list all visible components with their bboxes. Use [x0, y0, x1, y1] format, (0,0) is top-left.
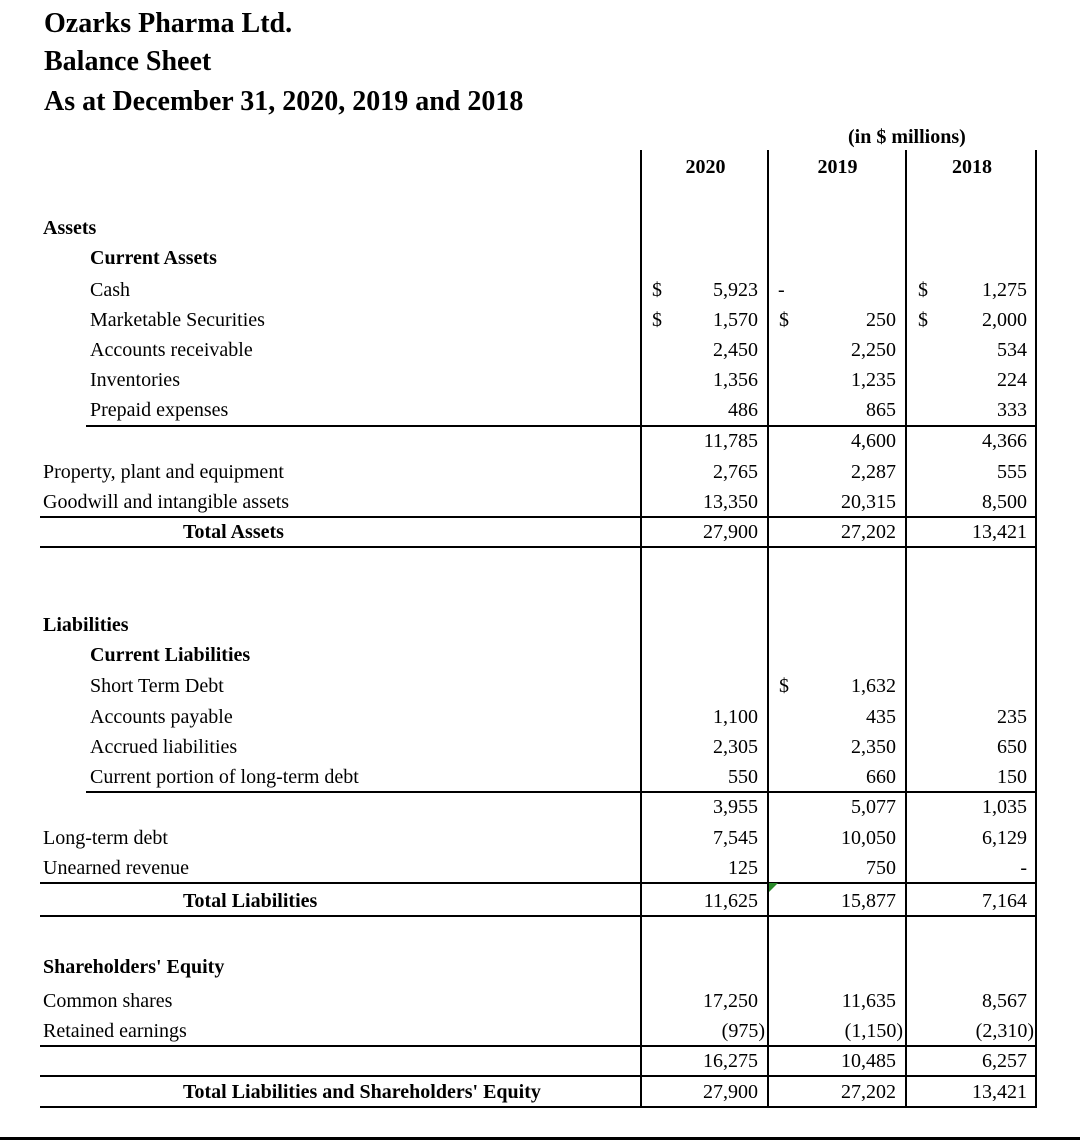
total-2020: 11,625 [703, 890, 758, 912]
page-bottom-border [0, 1137, 1080, 1140]
column-divider [640, 150, 642, 1108]
total-rule [40, 1106, 1037, 1108]
dollar-sign: $ [652, 309, 662, 331]
value-2019: 435 [866, 706, 896, 728]
grand-total-label: Total Liabilities and Shareholders' Equity [183, 1081, 541, 1103]
value-2020: 17,250 [703, 990, 758, 1012]
row-label: Accounts payable [90, 706, 233, 728]
subtotal-rule [86, 425, 1037, 427]
value-2018: 150 [997, 766, 1027, 788]
value-2020: 5,923 [713, 279, 758, 301]
subtotal-2018: 1,035 [982, 796, 1027, 818]
row-label: Unearned revenue [43, 857, 190, 879]
value-2018: 2,000 [982, 309, 1027, 331]
value-2018: 235 [997, 706, 1027, 728]
grand-total-2019: 27,202 [841, 1081, 896, 1103]
row-label: Long-term debt [43, 827, 168, 849]
subtotal-2018: 6,257 [982, 1050, 1027, 1072]
dollar-sign: $ [779, 675, 789, 697]
value-2019: 865 [866, 399, 896, 421]
liabilities-heading: Liabilities [43, 614, 129, 636]
value-2018: 6,129 [982, 827, 1027, 849]
value-2019: 10,050 [841, 827, 896, 849]
current-assets-heading: Current Assets [90, 247, 217, 269]
row-label: Retained earnings [43, 1020, 187, 1042]
subtotal-2019: 5,077 [851, 796, 896, 818]
total-2020: 27,900 [703, 521, 758, 543]
dollar-sign: $ [918, 279, 928, 301]
subtotal-2020: 11,785 [703, 430, 758, 452]
value-2020: (975) [721, 1020, 765, 1042]
row-label: Accrued liabilities [90, 736, 238, 758]
total-rule [40, 1075, 1037, 1077]
value-2020: 2,450 [713, 339, 758, 361]
total-assets-label: Total Assets [183, 521, 284, 543]
value-2018: 224 [997, 369, 1027, 391]
value-2020: 2,305 [713, 736, 758, 758]
value-2020: 486 [728, 399, 758, 421]
value-2020: 7,545 [713, 827, 758, 849]
value-2020: 125 [728, 857, 758, 879]
subtotal-2020: 3,955 [713, 796, 758, 818]
subtotal-2019: 10,485 [841, 1050, 896, 1072]
total-2018: 13,421 [972, 521, 1027, 543]
value-2018: 333 [997, 399, 1027, 421]
value-2019: 2,350 [851, 736, 896, 758]
row-label: Common shares [43, 990, 173, 1012]
row-label: Accounts receivable [90, 339, 253, 361]
value-2019: 750 [866, 857, 896, 879]
statement-title: Balance Sheet [44, 46, 212, 77]
column-divider [905, 150, 907, 1108]
year-header-2018: 2018 [952, 156, 992, 178]
value-2020: 550 [728, 766, 758, 788]
column-divider [767, 150, 769, 1108]
assets-heading: Assets [43, 217, 97, 239]
value-2018: - [1020, 857, 1027, 879]
equity-heading: Shareholders' Equity [43, 956, 225, 978]
total-rule [40, 516, 1037, 518]
total-2019: 15,877 [841, 890, 896, 912]
total-rule [40, 882, 1037, 884]
value-2018: 650 [997, 736, 1027, 758]
dollar-sign: $ [652, 279, 662, 301]
value-2020: 1,100 [713, 706, 758, 728]
value-2019: 2,287 [851, 461, 896, 483]
subtotal-rule [86, 791, 1037, 793]
row-label: Inventories [90, 369, 180, 391]
year-header-2020: 2020 [685, 156, 726, 178]
value-2018: 8,500 [982, 491, 1027, 513]
column-divider [1035, 150, 1037, 1108]
dollar-sign: $ [779, 309, 789, 331]
value-2019: 20,315 [841, 491, 896, 513]
value-2020: 13,350 [703, 491, 758, 513]
period-title: As at December 31, 2020, 2019 and 2018 [44, 86, 524, 117]
grand-total-2020: 27,900 [703, 1081, 758, 1103]
dollar-sign: $ [918, 309, 928, 331]
value-2019: - [778, 279, 785, 301]
row-label: Marketable Securities [90, 309, 265, 331]
subtotal-2018: 4,366 [982, 430, 1027, 452]
value-2019: 11,635 [841, 990, 896, 1012]
value-2020: 1,356 [713, 369, 758, 391]
value-2018: 534 [997, 339, 1027, 361]
row-label: Short Term Debt [90, 675, 224, 697]
value-2019: 250 [866, 309, 896, 331]
subtotal-2019: 4,600 [851, 430, 896, 452]
row-label: Current portion of long-term debt [90, 766, 359, 788]
total-2018: 7,164 [982, 890, 1027, 912]
year-header-2019: 2019 [817, 156, 858, 178]
value-2019: 1,235 [851, 369, 896, 391]
value-2020: 2,765 [713, 461, 758, 483]
company-name: Ozarks Pharma Ltd. [44, 8, 293, 39]
total-2019: 27,202 [841, 521, 896, 543]
total-rule [40, 915, 1037, 917]
current-liabilities-heading: Current Liabilities [90, 644, 251, 666]
total-rule [40, 546, 1037, 548]
cell-comment-marker [769, 883, 778, 892]
units-label: (in $ millions) [848, 126, 966, 148]
row-label: Goodwill and intangible assets [43, 491, 290, 513]
value-2018: 8,567 [982, 990, 1027, 1012]
subtotal-rule [40, 1045, 1037, 1047]
value-2019: 660 [866, 766, 896, 788]
value-2019: (1,150) [844, 1020, 903, 1042]
value-2018: 1,275 [982, 279, 1027, 301]
row-label: Property, plant and equipment [43, 461, 284, 483]
total-liabilities-label: Total Liabilities [183, 890, 318, 912]
value-2019: 2,250 [851, 339, 896, 361]
row-label: Cash [90, 279, 130, 301]
subtotal-2020: 16,275 [703, 1050, 758, 1072]
value-2018: 555 [997, 461, 1027, 483]
value-2018: (2,310) [975, 1020, 1034, 1042]
row-label: Prepaid expenses [90, 399, 229, 421]
value-2019: 1,632 [851, 675, 896, 697]
grand-total-2018: 13,421 [972, 1081, 1027, 1103]
value-2020: 1,570 [713, 309, 758, 331]
